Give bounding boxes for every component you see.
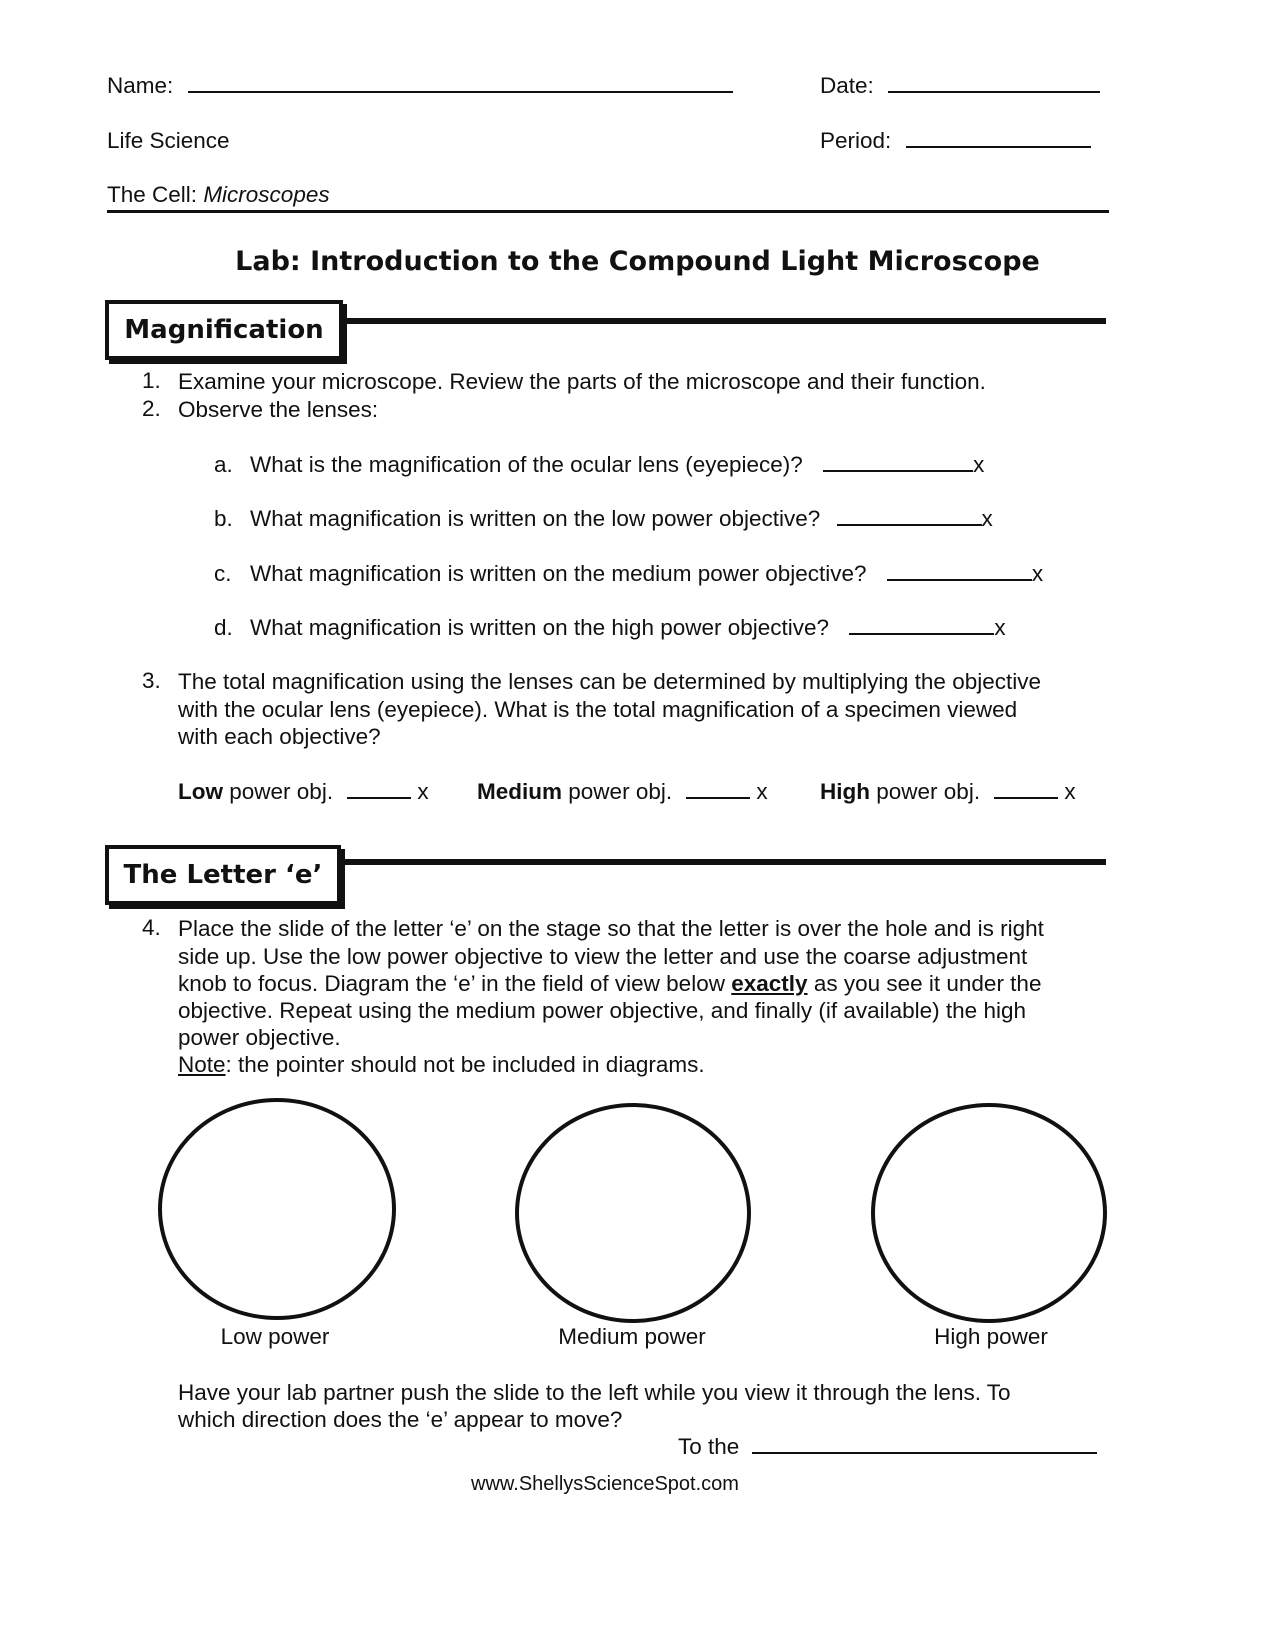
q2b-row: [214, 505, 993, 533]
name-blank[interactable]: [188, 73, 733, 93]
high-power-circle[interactable]: [871, 1103, 1107, 1323]
q4-line-3a: knob to focus. Diagram the ‘e’ in the field of view below: [178, 971, 725, 996]
q4-line-3: [178, 970, 1041, 998]
total-medium-bold: Medium: [477, 779, 563, 804]
direction-answer: [678, 1433, 1097, 1461]
period-label: Period:: [820, 128, 892, 153]
section1-heading: Magnification: [105, 300, 343, 360]
total-high-suffix: x: [1064, 779, 1076, 804]
q2b-letter: b.: [214, 506, 233, 531]
total-medium-suffix: x: [756, 779, 768, 804]
q2-text: Observe the lenses:: [178, 397, 379, 422]
q2a-suffix: x: [973, 452, 985, 477]
q2b-suffix: x: [981, 506, 993, 531]
total-low: [178, 778, 429, 806]
q4-emphasis: exactly: [731, 971, 808, 996]
name-field: [107, 72, 733, 100]
q2c-row: [214, 560, 1043, 588]
q4-line-5: power objective.: [178, 1025, 341, 1050]
date-field: [820, 72, 1100, 100]
section2-rule: [338, 859, 1106, 865]
q2c-blank[interactable]: [887, 561, 1032, 581]
q2d-text: What magnification is written on the high power objective?: [250, 615, 830, 640]
note-text: : the pointer should not be included in diagrams.: [225, 1052, 705, 1077]
high-power-caption: High power: [934, 1324, 1048, 1349]
q2c-suffix: x: [1031, 561, 1044, 586]
date-blank[interactable]: [888, 73, 1100, 93]
total-high-bold: High: [820, 779, 870, 804]
total-low-blank[interactable]: [347, 779, 411, 799]
q2b-text: What magnification is written on the low power objective?: [250, 506, 821, 531]
q2d-row: [214, 614, 1006, 642]
partner-line-2: which direction does the ‘e’ appear to move?: [178, 1407, 623, 1432]
q3-number: 3.: [142, 668, 161, 693]
q4-line-1: Place the slide of the letter ‘e’ on the stage so that the letter is over the hole and is right: [178, 916, 1044, 941]
note-label: Note: [178, 1052, 226, 1077]
q4-line-2: side up. Use the low power objective to view the letter and use the coarse adjustment: [178, 944, 1028, 969]
unit-prefix: The Cell:: [107, 182, 198, 207]
period-field: [820, 127, 1091, 155]
partner-line-1: Have your lab partner push the slide to the left while you view it through the lens. To: [178, 1380, 1011, 1405]
low-power-caption: Low power: [220, 1324, 330, 1349]
q4-line-3c: as you see it under the: [813, 971, 1042, 996]
period-blank[interactable]: [906, 128, 1091, 148]
q3-line-3: with each objective?: [178, 724, 381, 749]
q3-line-1: The total magnification using the lenses can be determined by multiplying the objective: [178, 669, 1041, 694]
direction-label: To the: [678, 1434, 740, 1459]
q2d-letter: d.: [214, 615, 233, 640]
unit-label: [107, 181, 330, 209]
total-high: [820, 778, 1076, 806]
medium-power-caption: Medium power: [558, 1324, 706, 1349]
q2d-blank[interactable]: [849, 615, 994, 635]
total-low-rest: power obj.: [229, 779, 334, 804]
total-medium: [477, 778, 768, 806]
q2-number: 2.: [142, 396, 161, 421]
date-label: Date:: [820, 73, 874, 98]
q1-number: 1.: [142, 368, 161, 393]
q2a-text: What is the magnification of the ocular lens (eyepiece)?: [250, 452, 803, 477]
total-high-blank[interactable]: [994, 779, 1058, 799]
q2d-suffix: x: [994, 615, 1006, 640]
q3-line-2: with the ocular lens (eyepiece). What is the total magnification of a specimen viewed: [178, 697, 1018, 722]
total-low-bold: Low: [178, 779, 223, 804]
page-title: Lab: Introduction to the Compound Light Microscope: [235, 246, 1040, 277]
q4-line-4: objective. Repeat using the medium power objective, and finally (if available) the high: [178, 998, 1026, 1023]
footer-url: www.ShellysScienceSpot.com: [471, 1473, 739, 1495]
q1-text: Examine your microscope. Review the parts of the microscope and their function.: [178, 369, 986, 394]
total-medium-rest: power obj.: [568, 779, 673, 804]
q2b-blank[interactable]: [837, 506, 982, 526]
total-low-suffix: x: [417, 779, 429, 804]
header-divider: [107, 210, 1109, 213]
low-power-circle[interactable]: [158, 1098, 396, 1320]
q2a-row: [214, 451, 984, 479]
course-label: Life Science: [107, 128, 230, 153]
name-label: Name:: [107, 73, 174, 98]
direction-blank[interactable]: [752, 1434, 1097, 1454]
medium-power-circle[interactable]: [515, 1103, 751, 1323]
total-medium-blank[interactable]: [686, 779, 750, 799]
note: [178, 1051, 705, 1079]
q4-number: 4.: [142, 915, 161, 940]
q2c-letter: c.: [214, 561, 232, 586]
unit-topic: Microscopes: [203, 182, 330, 207]
total-high-rest: power obj.: [876, 779, 981, 804]
q2c-text: What magnification is written on the medium power objective?: [250, 561, 867, 586]
q2a-letter: a.: [214, 452, 233, 477]
q2a-blank[interactable]: [823, 452, 973, 472]
section2-heading: The Letter ‘e’: [105, 845, 341, 905]
section1-rule: [340, 318, 1106, 324]
